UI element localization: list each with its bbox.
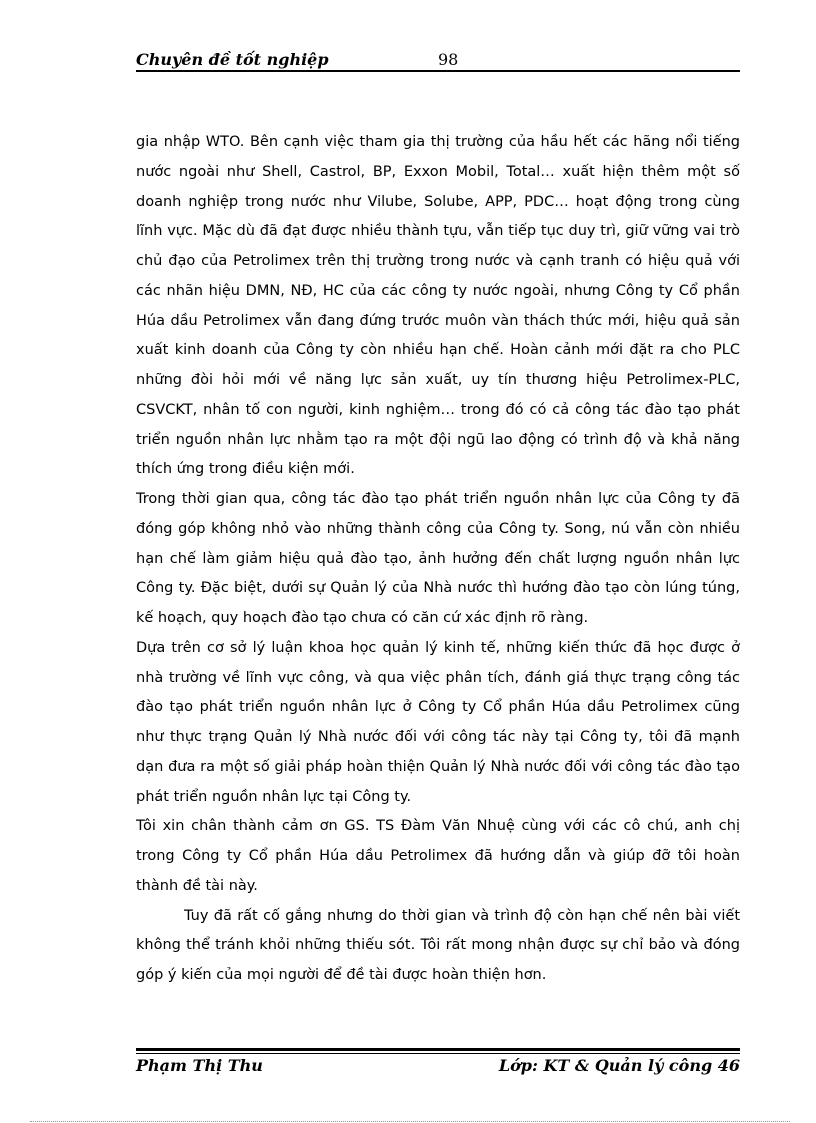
page-bottom-border: [30, 1121, 790, 1122]
page-number: 98: [438, 50, 459, 69]
paragraph: Dựa trên cơ sở lý luận khoa học quản lý kinh tế, những kiến thức đã học được ở nhà trường về lĩnh vực công, và qua việc phân tích, đánh giá thực trạng công tác đào tạo phát triển nguồn nhân lực ở Công ty Cổ phần Húa dầu Petrolimex cũng như thực trạng Quản lý Nhà nước đối với công tác này tại Công ty, tôi đã mạnh dạn đưa ra một số giải pháp hoàn thiện Quản lý Nhà nước đối với công tác đào tạo phát triển nguồn nhân lực tại Công ty.: [136, 639, 740, 805]
paragraph: gia nhập WTO. Bên cạnh việc tham gia thị trường của hầu hết các hãng nổi tiếng nước ngoài như Shell, Castrol, BP, Exxon Mobil, Total… xuất hiện thêm một số doanh nghiệp trong nước như Vilube, Solube, APP, PDC… hoạt động trong cùng lĩnh vực. Mặc dù đã đạt được nhiều thành tựu, vẫn tiếp tục duy trì, giữ vững vai trò chủ đạo của Petrolimex trên thị trường trong nước và cạnh tranh có hiệu quả với các nhãn hiệu DMN, NĐ, HC của các công ty nước ngoài, nhưng Công ty Cổ phần Húa dầu Petrolimex vẫn đang đứng trước muôn vàn thách thức mới, hiệu quả sản xuất kinh doanh của Công ty còn nhiều hạn chế. Hoàn cảnh mới đặt ra cho PLC những đòi hỏi mới về năng lực sản xuất, uy tín thương hiệu Petrolimex-PLC, CSVCKT, nhân tố con người, kinh nghiệm… trong đó có cả công tác đào tạo phát triển nguồn nhân lực nhằm tạo ra một đội ngũ lao động có trình độ và khả năng thích ứng trong điều kiện mới.: [136, 134, 740, 478]
header-title: Chuyên đề tốt nghiệp: [136, 50, 329, 69]
paragraph: Trong thời gian qua, công tác đào tạo phát triển nguồn nhân lực của Công ty đã đóng góp không nhỏ vào những thành công của Công ty. Song, nú vẫn còn nhiều hạn chế làm giảm hiệu quả đào tạo, ảnh hưởng đến chất lượng nguồn nhân lực Công ty. Đặc biệt, dưới sự Quản lý của Nhà nước thì hướng đào tạo còn lúng túng, kế hoạch, quy hoạch đào tạo chưa có căn cứ xác định rõ ràng.: [136, 491, 740, 626]
footer-class: Lớp: KT & Quản lý công 46: [498, 1056, 740, 1075]
footer-author: Phạm Thị Thu: [136, 1056, 263, 1075]
footer-divider-thick: [136, 1048, 740, 1051]
header-divider: [136, 70, 740, 72]
paragraph: Tuy đã rất cố gắng nhưng do thời gian và trình độ còn hạn chế nên bài viết không thể tránh khỏi những thiếu sót. Tôi rất mong nhận được sự chỉ bảo và đóng góp ý kiến của mọi người để đề tài được hoàn thiện hơn.: [136, 907, 740, 983]
page-header: [136, 48, 740, 72]
footer-divider-thin: [136, 1053, 740, 1054]
paragraph: Tôi xin chân thành cảm ơn GS. TS Đàm Văn Nhuệ cùng với các cô chú, anh chị trong Công ty Cổ phần Húa dầu Petrolimex đã hướng dẫn và giúp đỡ tôi hoàn thành đề tài này.: [136, 818, 740, 894]
body-text: [136, 128, 740, 991]
